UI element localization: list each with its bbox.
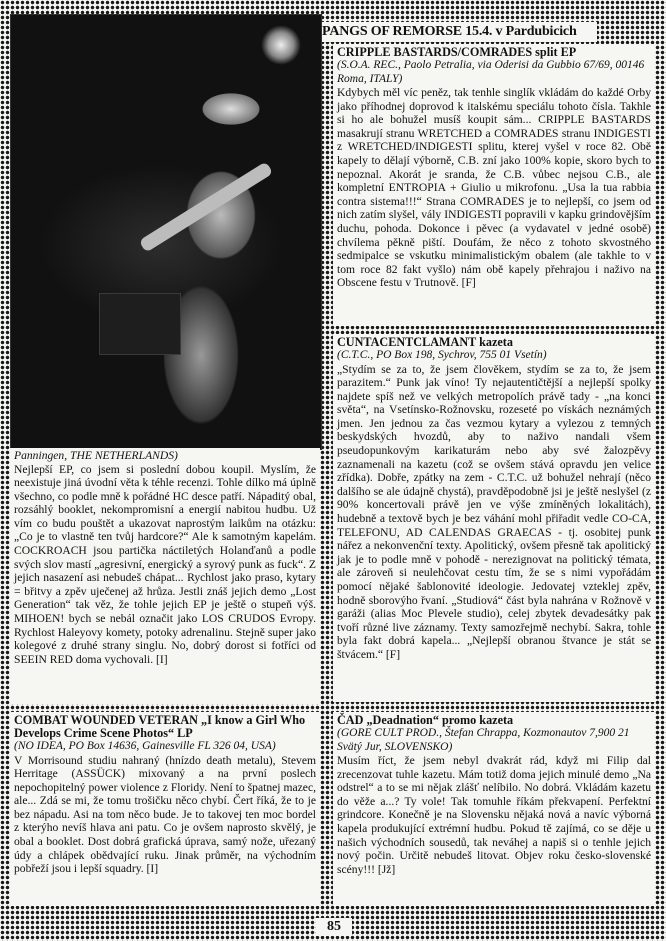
review-address: (S.O.A. REC., Paolo Petralia, via Oderisi da Gubbio 67/69, 00146 Roma, ITALY) xyxy=(337,59,645,85)
review-title: COMBAT WOUNDED VETERAN „I know a Girl Who Develops Crime Scene Photos“ LP xyxy=(14,713,306,740)
photo-caption: Panningen, THE NETHERLANDS) xyxy=(14,449,178,462)
amplifier-shape xyxy=(99,293,181,355)
review-text: Kdybych měl víc peněz, tak tenhle singlík vkládám do každé Orby jako příhodnej doprovod k italskému speciálu tohoto čísla. Takhle si ho ale bohužel musíš koupit sám... CRIPPLE BASTARDS masakrují stranu WRETCHED a COMRADES stranu INDIGESTI z WRETCHED/INDIGESTI splitu, kterej vyšel v roce 82. Obě kapely to dělají výborně, C.B. zní jako 100% kopie, skoro bych to nepoznal. Akorát je sranda, že C.B. vůbec nejsou C.B., ale kompletní ENTROPIA + Giulio u mikrofonu. „Usa la tua rabbia contra sistema!!!“ Strana COMRADES je to nejlepší, co jsem od nich zatím slyšel, vály INDIGESTI popravili v kapku grindovějším duchu, pohoda. Dokonce i pěvec (a vydavatel v jedné osobě) chvílema pěkně piští. Doufám, že něco z tohoto skvostného sedmipalce se vskutku minimalistickým obalem (ale takhle to v tom roce 82 fakt vyšlo) nám obě kapely přehrajou i naživo na Obscene festu v Trutnově. [F] xyxy=(337,86,651,290)
guitar-shape xyxy=(139,161,274,252)
review-text: V Morrisound studiu nahraný (hnízdo death metalu), Stevem Herritage (ASSÜCK) mixovaný a na první poslech nepochopitelný power violence z Floridy. Není to špatnej mazec, ale... Zdá se mi, že tomu trošičku něco chybí. Čert říká, že to je bez nápadu. Asi na tom něco bude. Je to takovej ten moc bordel z kterýho nevíš hlava ani patu. Co je ovšem naprosto skvělý, je obal a booklet. Dost dobrá grafická úprava, samý nože, uřezaný údy a chlápek obědvající ruku. Jinak průměr, na východním pobřeží jsou i lepší squadry. [I] xyxy=(14,753,316,876)
review-text: Nejlepší EP, co jsem si poslední dobou koupil. Myslím, že neexistuje jiná úvodní věta k téhle recenzi. Tohle dílko má úplně všechno, co podle mně k pořádné HC desce patří. Nápaditý obal, rozsáhlý booklet, nekompromisní a energií nabitou hudbu. Už vím co budu pouštět a ukazovat naprostým laikům na otázku: „Co je to vlastně ten tvůj hardcore?“ Ale k samotným kapelám. COCKROACH jsou partička náctiletých Holanďanů a podle svých slov mastí „agresivní, energický a syrový punk as fuck“. Z jejich nasazení asi nebudeš chápat... Rychlost jako praso, kytary = břitvy a zpěv uječenej až hrůza. Jestli znáš jejich demo „Lost Generation“ tak věz, že tohle jejich EP je ještě o stupeň výš. MIHOEN! bych se nebál označit jako LOS CRUDOS Evropy. Rychlost Haleyovy komety, potoky adrenalinu. Stejně super jako kolegové z druhé strany singlu. No, dobrý dorost si fotříci od SEEIN RED doma vychovali. [I] xyxy=(14,462,316,666)
review-address: (GORE CULT PROD., Štefan Chrappa, Kozmonautov 7,900 21 Svätý Jur, SLOVENSKO) xyxy=(337,727,630,753)
review-cripple-bastards xyxy=(333,44,655,326)
review-cad xyxy=(333,712,655,906)
concert-photo xyxy=(10,14,322,450)
review-text: „Stydím se za to, že jsem člověkem, stydím se za to, že jsem parazitem.“ Punk jak víno! Ty nejautentičtější a nejlepší spolky najdete spíš než ve velkých metropolích právě tady - „na konci světa“, na Vsetínsko-Rožnovsku, rozeseté po vískách neznámých jmen. Jen jednou za čas vezmou kytary a vylezou z temných beskydských hvozdů, aby to naživo nandali všem pseudopunkovým karikaturám nebo aby své žalozpěvy zaznamenali na kazetu (což se ovšem stává opravdu jen velice zřídka). Dobře, zpátky na zem - C.T.C. už bohužel nehrají (něco dalšího se ale údajně chystá), pravděpodobně jsi je ještě neslyšel (z 90% koncertovali právě jen ve výše zmíněných lokalitách), hudebně a textově bych je bez váhání mohl přiřadit vedle CO-CA, TELEFONU, AD CALENDAS GRAECAS - tj. osobitej punk nářez a nekonvenční texty. Apolitický, ovšem přesně tak apolitický jak je to podle mně v pohodě - nerezignovat na politický témata, ale zároveň si neulehčovat cestu tím, že se s nimi vypořádám pomocí nějaké šablonovité ideologie. Jedovatej vzteklej zpěv, hodně sborovýho řvaní. „Studiová“ část byla nahrána v Rožnově v garáži (alias Moc Plevele studio), celej zbytek devadesátky pak tvoří různé live záznamy. Texty samozřejmě nechybí. Sakra, tohle byla fakt dobrá kapela... „Nejlepší obranou štvance je stát se štvácem.“ [F] xyxy=(337,362,651,661)
review-address: (NO IDEA, PO Box 14636, Gainesville FL 326 04, USA) xyxy=(14,740,276,752)
review-title: CUNTACENTCLAMANT kazeta xyxy=(337,335,513,349)
review-mihoen xyxy=(10,448,320,704)
review-cuntacentclamant xyxy=(333,334,655,702)
page-number: 85 xyxy=(316,918,352,936)
review-text: Musím říct, že jsem nebyl dvakrát rád, když mi Filip dal zrecenzovat tuhle kazetu. Mám totiž doma jejich minulé demo „Na odstrel“ a to se mi nějak zlášť nelíbilo. No dobrá. Vkládám kazetu do věže a...? Ty vole! Tak tomuhle říkám překvapení. Perfektní grindcore. Konečně je na Slovensku nějaká nová a navíc výborná kapela produkující extrémní hudbu. Pokud tě zajímá, co se děje u našich východních sousedů, tak neváhej a napiš si o tenhle jejich nový počin. Určitě nebudeš litovat. Objev roku česko-slovenské scény!!! [Jž] xyxy=(337,754,651,876)
page-title xyxy=(322,22,597,42)
review-address: (C.T.C., PO Box 198, Sychrov, 755 01 Vsetín) xyxy=(337,349,547,361)
review-title: ČAD „Deadnation“ promo kazeta xyxy=(337,713,514,727)
stage-light xyxy=(261,25,301,65)
page-title-text: PANGS OF REMORSE 15.4. v Pardubicich xyxy=(322,24,577,39)
review-combat-wounded-veteran xyxy=(10,712,320,906)
review-title: CRIPPLE BASTARDS/COMRADES split EP xyxy=(337,45,577,59)
